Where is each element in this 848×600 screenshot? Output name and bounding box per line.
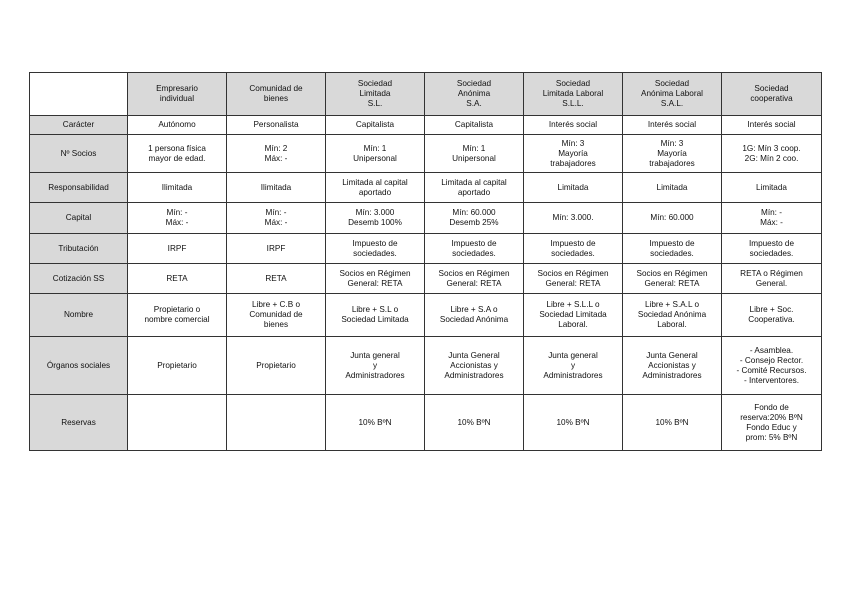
column-header: Sociedad Limitada Laboral S.L.L. <box>524 73 623 116</box>
table-cell: Mín: 2 Máx: - <box>227 135 326 173</box>
table-row <box>30 173 822 203</box>
table-cell: 10% BºN <box>326 395 425 451</box>
table-row <box>30 395 822 451</box>
table-cell: IRPF <box>227 234 326 264</box>
table-cell: Mín: 60.000 Desemb 25% <box>425 203 524 234</box>
table-cell: RETA <box>227 264 326 294</box>
table-cell: Limitada al capital aportado <box>326 173 425 203</box>
table-cell: Personalista <box>227 116 326 135</box>
row-header: Capital <box>30 203 128 234</box>
table-row <box>30 135 822 173</box>
table-cell: Capitalista <box>425 116 524 135</box>
row-header: Cotización SS <box>30 264 128 294</box>
table-cell: Limitada <box>524 173 623 203</box>
table-cell: IRPF <box>128 234 227 264</box>
row-header: Órganos sociales <box>30 337 128 395</box>
table-cell: Mín: 3.000. <box>524 203 623 234</box>
table-row <box>30 116 822 135</box>
table-cell: Mín: 1 Unipersonal <box>425 135 524 173</box>
table-cell <box>128 395 227 451</box>
table-cell: Limitada al capital aportado <box>425 173 524 203</box>
table-cell: Socios en Régimen General: RETA <box>623 264 722 294</box>
table-cell: Socios en Régimen General: RETA <box>524 264 623 294</box>
table-cell: Junta General Accionistas y Administradores <box>425 337 524 395</box>
table-cell: RETA o Régimen General. <box>722 264 822 294</box>
row-header: Nº Socios <box>30 135 128 173</box>
table-cell: Socios en Régimen General: RETA <box>425 264 524 294</box>
table-row <box>30 234 822 264</box>
table-cell: Impuesto de sociedades. <box>326 234 425 264</box>
table-cell: Mín: 1 Unipersonal <box>326 135 425 173</box>
table-cell: Limitada <box>623 173 722 203</box>
table-cell: Mín: - Máx: - <box>722 203 822 234</box>
table-cell: Interés social <box>722 116 822 135</box>
table-cell: - Asamblea. - Consejo Rector. - Comité Recursos. - Interventores. <box>722 337 822 395</box>
column-header: Sociedad Anónima Laboral S.A.L. <box>623 73 722 116</box>
row-header: Tributación <box>30 234 128 264</box>
table-cell: Libre + S.L.L o Sociedad Limitada Laboral. <box>524 294 623 337</box>
table-cell: Impuesto de sociedades. <box>524 234 623 264</box>
table-cell: Fondo de reserva:20% BºN Fondo Educ y prom: 5% BºN <box>722 395 822 451</box>
row-header: Responsabilidad <box>30 173 128 203</box>
table-cell: Libre + S.A o Sociedad Anónima <box>425 294 524 337</box>
table-cell: Mín: 3 Mayoría trabajadores <box>524 135 623 173</box>
table-cell: Capitalista <box>326 116 425 135</box>
table-cell: Libre + Soc. Cooperativa. <box>722 294 822 337</box>
table-row <box>30 203 822 234</box>
table-cell: 1G: Mín 3 coop. 2G: Mín 2 coo. <box>722 135 822 173</box>
table-cell: Libre + S.A.L o Sociedad Anónima Laboral. <box>623 294 722 337</box>
table-cell: Impuesto de sociedades. <box>623 234 722 264</box>
column-header: Sociedad Anónima S.A. <box>425 73 524 116</box>
table-cell: Ilimitada <box>128 173 227 203</box>
table-cell: Socios en Régimen General: RETA <box>326 264 425 294</box>
table-cell: Interés social <box>623 116 722 135</box>
table-cell: Interés social <box>524 116 623 135</box>
table-cell: Mín: 3.000 Desemb 100% <box>326 203 425 234</box>
table-cell: 10% BºN <box>425 395 524 451</box>
table-cell: Mín: - Máx: - <box>128 203 227 234</box>
table-cell: 1 persona física mayor de edad. <box>128 135 227 173</box>
table-cell: Propietario o nombre comercial <box>128 294 227 337</box>
table-cell: Mín: - Máx: - <box>227 203 326 234</box>
row-header: Nombre <box>30 294 128 337</box>
table-cell: Propietario <box>227 337 326 395</box>
column-header: Sociedad Limitada S.L. <box>326 73 425 116</box>
row-header: Carácter <box>30 116 128 135</box>
table-cell: 10% BºN <box>524 395 623 451</box>
column-header: Sociedad cooperativa <box>722 73 822 116</box>
table-cell <box>227 395 326 451</box>
table-row <box>30 337 822 395</box>
table-cell: Junta general y Administradores <box>524 337 623 395</box>
table-cell: Impuesto de sociedades. <box>425 234 524 264</box>
table-cell: Limitada <box>722 173 822 203</box>
table-cell: Impuesto de sociedades. <box>722 234 822 264</box>
table-cell: 10% BºN <box>623 395 722 451</box>
comparison-table <box>29 72 822 451</box>
table-cell: Autónomo <box>128 116 227 135</box>
column-header: Empresario individual <box>128 73 227 116</box>
table-row <box>30 294 822 337</box>
table-cell: RETA <box>128 264 227 294</box>
table-row <box>30 264 822 294</box>
table-cell: Propietario <box>128 337 227 395</box>
row-header: Reservas <box>30 395 128 451</box>
table-cell: Ilimitada <box>227 173 326 203</box>
corner-cell <box>30 73 128 116</box>
table-cell: Libre + C.B o Comunidad de bienes <box>227 294 326 337</box>
table-cell: Junta general y Administradores <box>326 337 425 395</box>
table-cell: Libre + S.L o Sociedad Limitada <box>326 294 425 337</box>
header-row <box>30 73 822 116</box>
table-cell: Mín: 3 Mayoría trabajadores <box>623 135 722 173</box>
table-cell: Junta General Accionistas y Administradores <box>623 337 722 395</box>
table-cell: Mín: 60.000 <box>623 203 722 234</box>
column-header: Comunidad de bienes <box>227 73 326 116</box>
